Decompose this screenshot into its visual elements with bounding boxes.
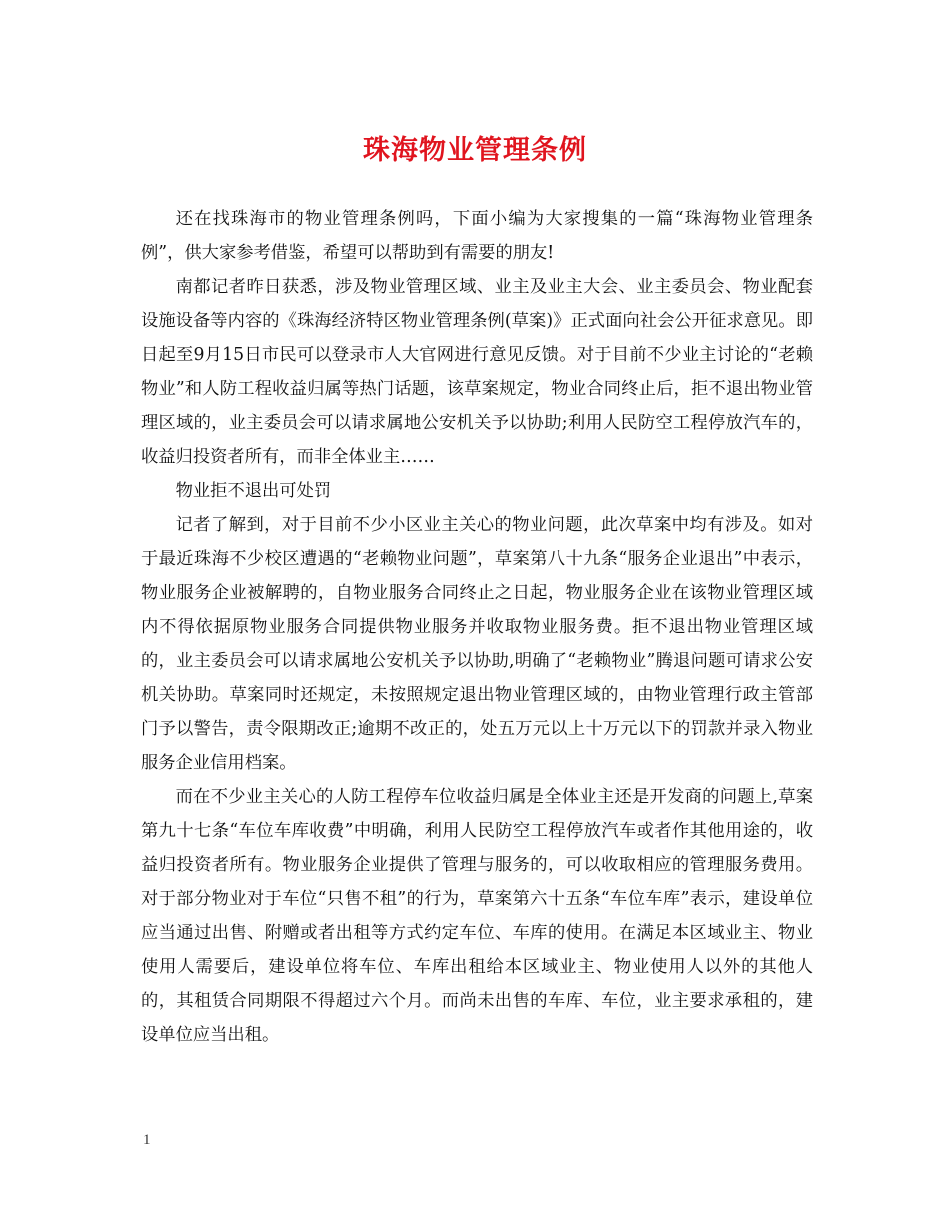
paragraph-parking: 而在不少业主关心的人防工程停车位收益归属是全体业主还是开发商的问题上,草案第九十七条“车位车库收费”中明确，利用人民防空工程停放汽车或者作其他用途的，收益归投资者所有。物业服务企业提供了管理与服务的，可以收取相应的管理服务费用。对于部分物业对于车位“只售不租”的行为，草案第六十五条“车位车库”表示，建设单位应当通过出售、附赠或者出租等方式约定车位、车库的使用。在满足本区域业主、物业使用人需要后，建设单位将车位、车库出租给本区域业主、物业使用人以外的其他人的，其租赁合同期限不得超过六个月。而尚未出售的车库、车位，业主要求承租的，建设单位应当出租。 [141,787,813,1045]
article-body [141,202,813,1052]
page-title: 珠海物业管理条例 [363,135,587,166]
paragraph-news: 南都记者昨日获悉，涉及物业管理区域、业主及业主大会、业主委员会、物业配套设施设备等内容的《珠海经济特区物业管理条例(草案)》正式面向社会公开征求意见。即日起至9月15日市民可以登录市人大官网进行意见反馈。对于目前不少业主讨论的“老赖物业”和人防工程收益归属等热门话题，该草案规定，物业合同终止后，拒不退出物业管理区域的，业主委员会可以请求属地公安机关予以协助;利用人民防空工程停放汽车的，收益归投资者所有，而非全体业主…… [141,277,813,467]
paragraph-property-exit: 记者了解到，对于目前不少小区业主关心的物业问题，此次草案中均有涉及。如对于最近珠海不少校区遭遇的“老赖物业问题”，草案第八十九条“服务企业退出”中表示，物业服务企业被解聘的，自物业服务合同终止之日起，物业服务企业在该物业管理区域内不得依据原物业服务合同提供物业服务并收取物业服务费。拒不退出物业管理区域的，业主委员会可以请求属地公安机关予以协助,明确了“老赖物业”腾退问题可请求公安机关协助。草案同时还规定，未按照规定退出物业管理区域的，由物业管理行政主管部门予以警告，责令限期改正;逾期不改正的，处五万元以上十万元以下的罚款并录入物业服务企业信用档案。 [141,515,813,773]
section-heading: 物业拒不退出可处罚 [175,481,332,501]
paragraph-intro: 还在找珠海市的物业管理条例吗，下面小编为大家搜集的一篇“珠海物业管理条例”，供大家参考借鉴，希望可以帮助到有需要的朋友! [141,209,813,263]
page-number: 1 [143,1132,151,1148]
